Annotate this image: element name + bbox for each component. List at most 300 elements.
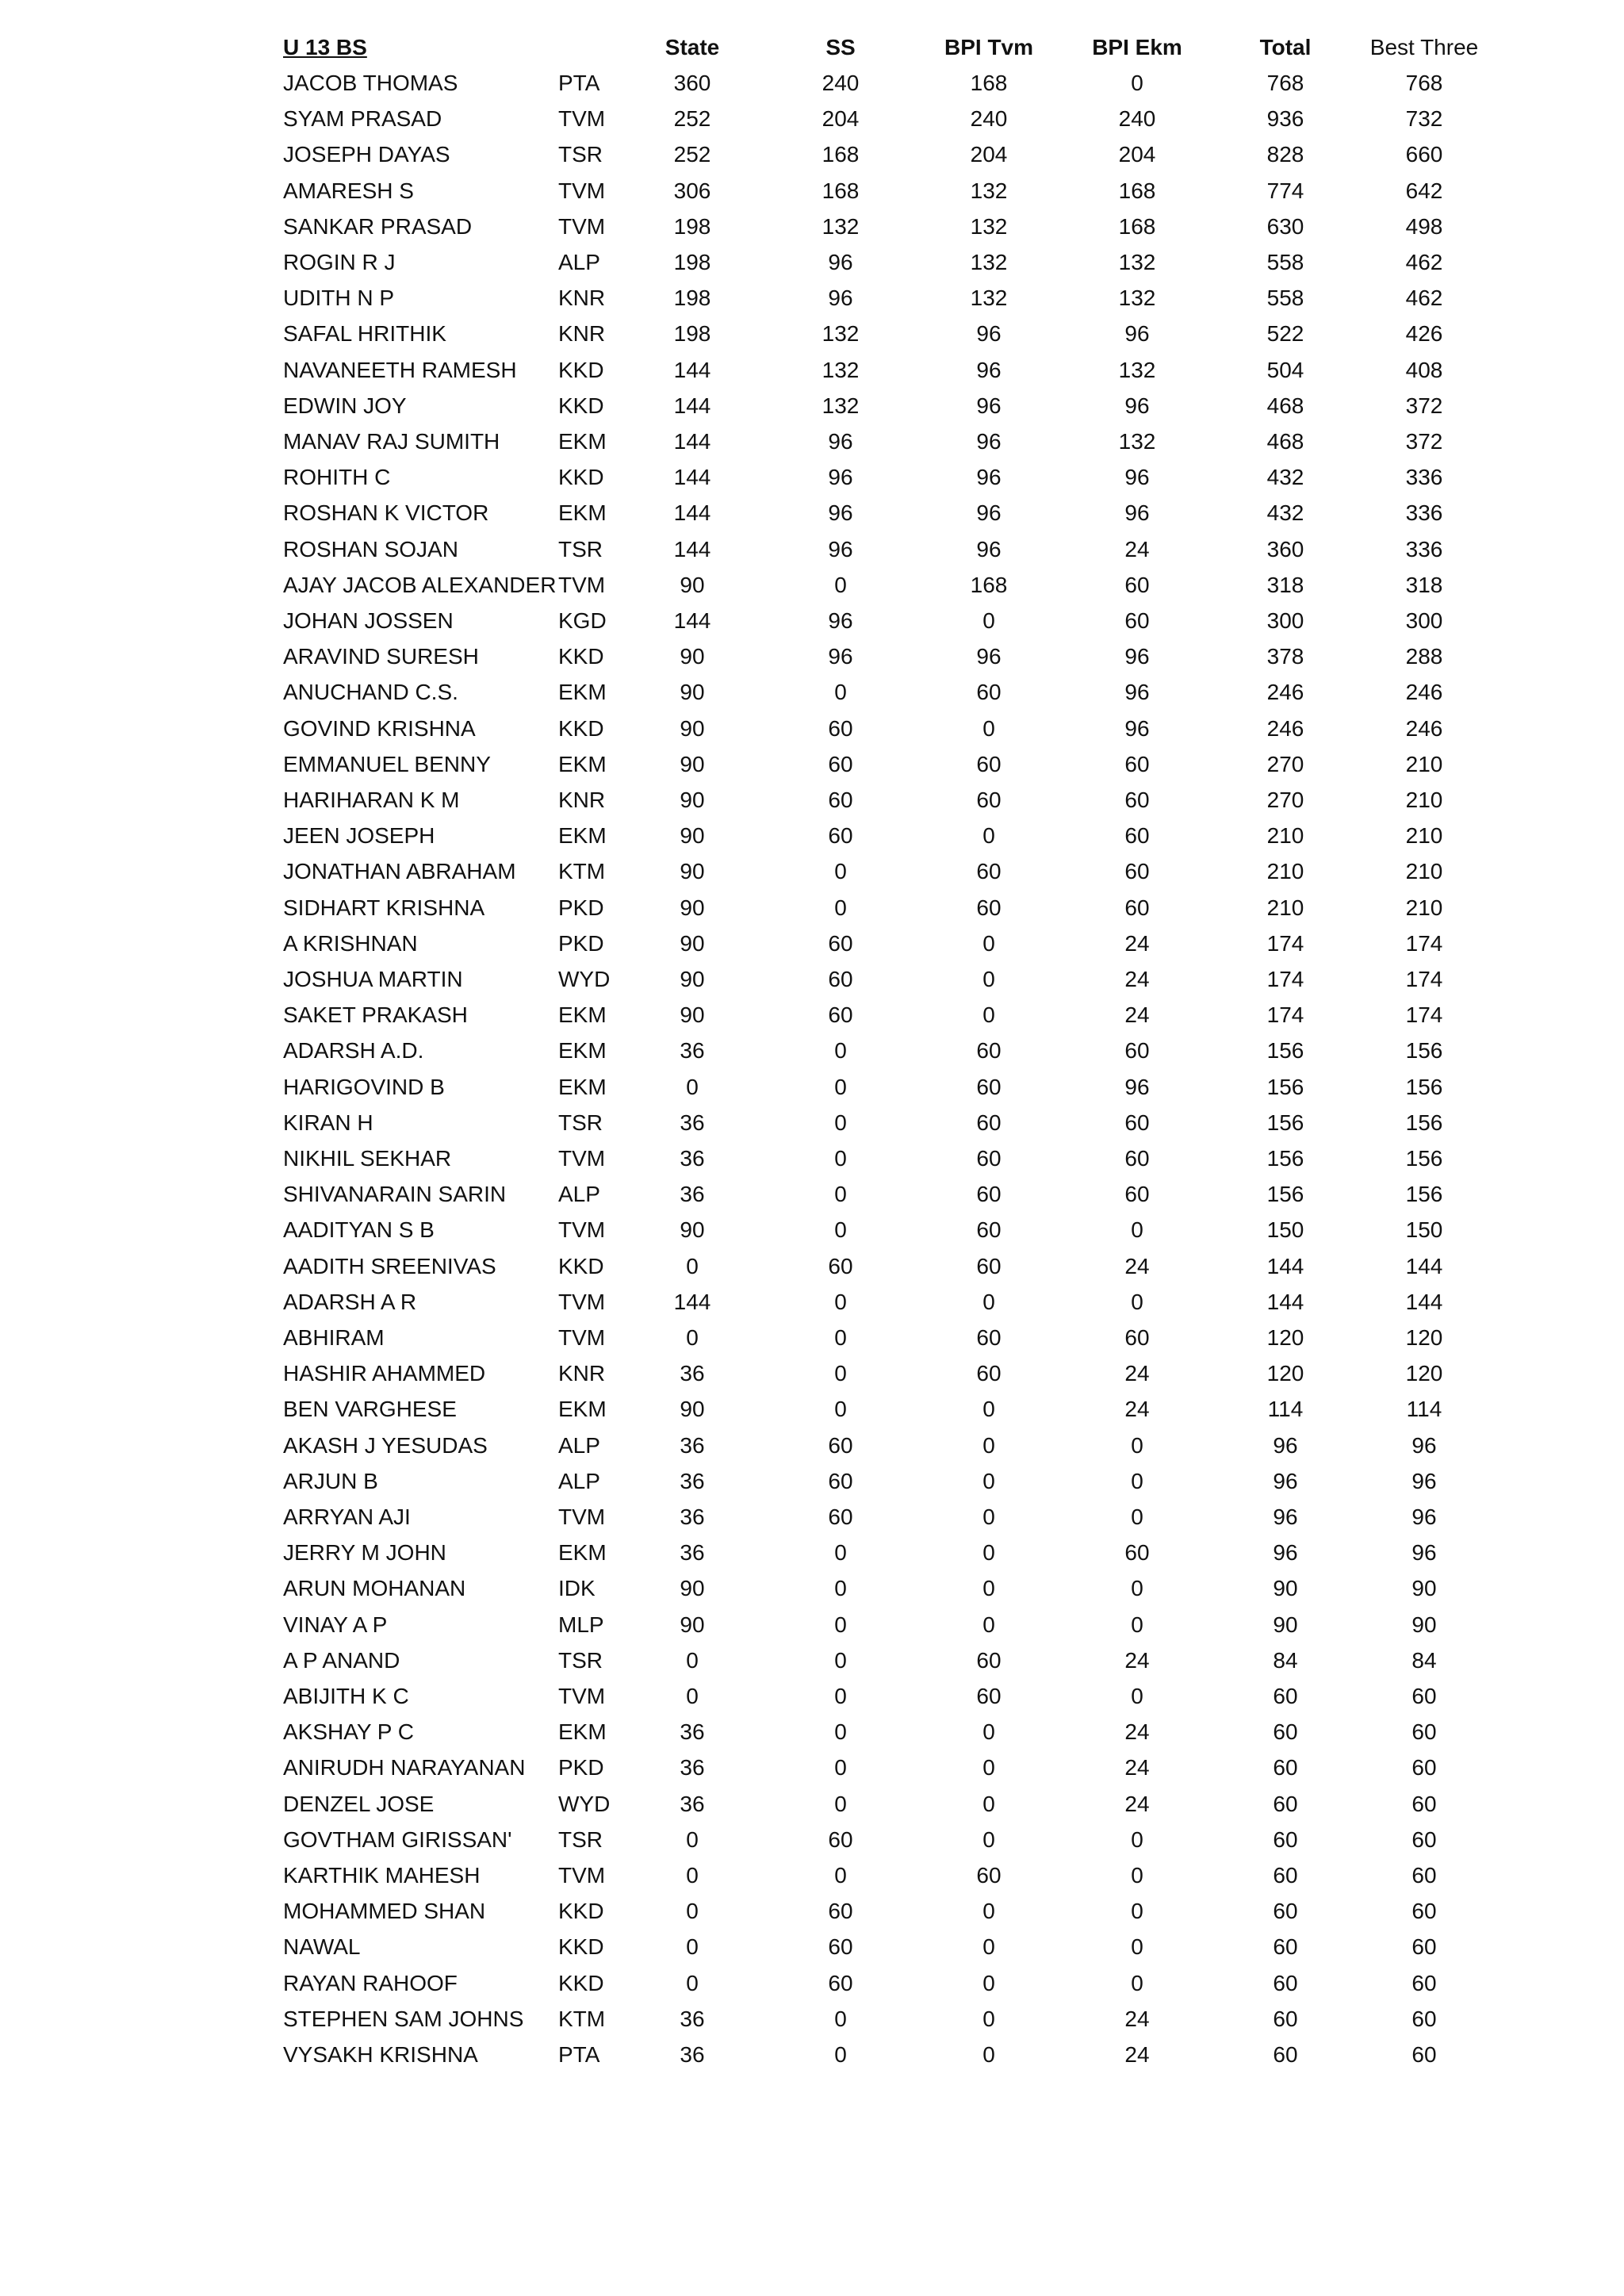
best-three-points: 210 xyxy=(1405,823,1443,849)
table-row xyxy=(0,1965,1624,2001)
bpi-tvm-points: 0 xyxy=(982,1289,995,1314)
table-row xyxy=(0,853,1624,889)
bpi-ekm-points: 24 xyxy=(1124,930,1150,956)
player-name: SANKAR PRASAD xyxy=(283,213,473,239)
bpi-ekm-points: 96 xyxy=(1124,393,1150,418)
bpi-tvm-points: 132 xyxy=(970,213,1008,239)
district-code: EKM xyxy=(558,823,607,849)
bpi-ekm-points: 24 xyxy=(1124,1361,1150,1386)
bpi-tvm-points: 168 xyxy=(970,572,1008,597)
total-points: 774 xyxy=(1266,178,1304,203)
best-three-points: 60 xyxy=(1411,1899,1437,1924)
ss-points: 0 xyxy=(834,1146,847,1171)
district-code: PKD xyxy=(558,930,604,956)
bpi-ekm-points: 0 xyxy=(1131,1684,1143,1708)
bpi-ekm-points: 0 xyxy=(1131,71,1143,95)
player-name: NIKHIL SEKHAR xyxy=(283,1146,452,1171)
best-three-points: 462 xyxy=(1405,250,1443,274)
district-code: KKD xyxy=(558,1934,604,1960)
column-header-bpi-tvm: BPI Tvm xyxy=(944,34,1034,59)
district-code: MLP xyxy=(558,1612,604,1637)
total-points: 96 xyxy=(1273,1432,1298,1458)
bpi-tvm-points: 60 xyxy=(976,680,1002,705)
table-row xyxy=(0,1714,1624,1750)
player-name: KARTHIK MAHESH xyxy=(283,1863,481,1888)
district-code: TSR xyxy=(558,1826,603,1852)
table-row xyxy=(0,1176,1624,1212)
player-name: ABIJITH K C xyxy=(283,1684,409,1708)
ss-points: 60 xyxy=(828,823,853,849)
state-points: 144 xyxy=(673,393,711,418)
bpi-tvm-points: 60 xyxy=(976,1146,1002,1171)
player-name: ROGIN R J xyxy=(283,250,396,274)
state-points: 144 xyxy=(673,500,711,526)
total-points: 768 xyxy=(1266,71,1304,95)
state-points: 198 xyxy=(673,213,711,239)
total-points: 60 xyxy=(1273,1755,1298,1780)
state-points: 36 xyxy=(680,2042,705,2067)
bpi-ekm-points: 24 xyxy=(1124,2006,1150,2031)
best-three-points: 120 xyxy=(1405,1361,1443,1386)
best-three-points: 60 xyxy=(1411,1719,1437,1745)
bpi-ekm-points: 60 xyxy=(1124,751,1150,776)
ss-points: 60 xyxy=(828,1002,853,1028)
best-three-points: 246 xyxy=(1405,715,1443,741)
bpi-tvm-points: 60 xyxy=(976,1863,1002,1888)
ss-points: 0 xyxy=(834,1791,847,1816)
bpi-tvm-points: 0 xyxy=(982,2042,995,2067)
bpi-tvm-points: 60 xyxy=(976,751,1002,776)
best-three-points: 372 xyxy=(1405,429,1443,454)
total-points: 60 xyxy=(1273,1934,1298,1960)
ss-points: 96 xyxy=(828,286,853,311)
bpi-ekm-points: 24 xyxy=(1124,1002,1150,1028)
bpi-tvm-points: 240 xyxy=(970,106,1008,132)
state-points: 36 xyxy=(680,1791,705,1816)
district-code: KKD xyxy=(558,465,604,490)
bpi-tvm-points: 60 xyxy=(976,1253,1002,1278)
state-points: 90 xyxy=(680,788,705,812)
state-points: 36 xyxy=(680,1432,705,1458)
district-code: ALP xyxy=(558,250,600,274)
total-points: 96 xyxy=(1273,1468,1298,1493)
table-row xyxy=(0,136,1624,172)
bpi-tvm-points: 0 xyxy=(982,1826,995,1852)
state-points: 90 xyxy=(680,680,705,705)
district-code: KTM xyxy=(558,859,606,884)
table-row xyxy=(0,1463,1624,1499)
bpi-tvm-points: 0 xyxy=(982,1612,995,1637)
player-name: ROHITH C xyxy=(283,465,391,490)
bpi-tvm-points: 0 xyxy=(982,1899,995,1924)
bpi-ekm-points: 204 xyxy=(1118,142,1156,167)
table-row xyxy=(0,459,1624,495)
bpi-tvm-points: 0 xyxy=(982,967,995,991)
total-points: 174 xyxy=(1266,967,1304,991)
table-row xyxy=(0,1428,1624,1463)
bpi-ekm-points: 240 xyxy=(1118,106,1156,132)
bpi-ekm-points: 24 xyxy=(1124,1719,1150,1745)
district-code: WYD xyxy=(558,1791,611,1816)
ss-points: 60 xyxy=(828,1970,853,1995)
ss-points: 132 xyxy=(822,321,860,347)
table-row xyxy=(0,495,1624,531)
state-points: 90 xyxy=(680,572,705,597)
bpi-ekm-points: 24 xyxy=(1124,967,1150,991)
total-points: 270 xyxy=(1266,788,1304,812)
bpi-ekm-points: 0 xyxy=(1131,1468,1143,1493)
district-code: KKD xyxy=(558,393,604,418)
table-row xyxy=(0,1786,1624,1822)
player-name: EMMANUEL BENNY xyxy=(283,751,491,776)
best-three-points: 96 xyxy=(1411,1540,1437,1566)
best-three-points: 642 xyxy=(1405,178,1443,203)
player-name: JOHAN JOSSEN xyxy=(283,608,454,633)
state-points: 252 xyxy=(673,142,711,167)
total-points: 60 xyxy=(1273,1684,1298,1708)
ss-points: 60 xyxy=(828,751,853,776)
bpi-ekm-points: 0 xyxy=(1131,1504,1143,1529)
best-three-points: 498 xyxy=(1405,213,1443,239)
district-code: KKD xyxy=(558,644,604,669)
best-three-points: 60 xyxy=(1411,1755,1437,1780)
best-three-points: 96 xyxy=(1411,1432,1437,1458)
bpi-tvm-points: 0 xyxy=(982,1719,995,1745)
district-code: KNR xyxy=(558,1361,606,1386)
bpi-tvm-points: 0 xyxy=(982,715,995,741)
bpi-tvm-points: 0 xyxy=(982,1540,995,1566)
bpi-tvm-points: 60 xyxy=(976,1647,1002,1673)
table-row xyxy=(0,1033,1624,1068)
state-points: 36 xyxy=(680,1468,705,1493)
bpi-tvm-points: 60 xyxy=(976,1038,1002,1064)
state-points: 0 xyxy=(686,1647,699,1673)
player-name: JOSHUA MARTIN xyxy=(283,967,463,991)
bpi-tvm-points: 0 xyxy=(982,1397,995,1422)
ss-points: 240 xyxy=(822,71,860,95)
state-points: 144 xyxy=(673,357,711,382)
best-three-points: 60 xyxy=(1411,2042,1437,2067)
table-row xyxy=(0,1069,1624,1105)
player-name: VYSAKH KRISHNA xyxy=(283,2042,478,2067)
district-code: TVM xyxy=(558,1504,606,1529)
best-three-points: 408 xyxy=(1405,357,1443,382)
player-name: ROSHAN SOJAN xyxy=(283,536,458,562)
ss-points: 0 xyxy=(834,1397,847,1422)
best-three-points: 336 xyxy=(1405,465,1443,490)
player-name: UDITH N P xyxy=(283,286,394,311)
player-name: GOVIND KRISHNA xyxy=(283,715,476,741)
total-points: 378 xyxy=(1266,644,1304,669)
best-three-points: 156 xyxy=(1405,1074,1443,1099)
ss-points: 0 xyxy=(834,1719,847,1745)
district-code: EKM xyxy=(558,680,607,705)
table-row xyxy=(0,1140,1624,1176)
total-points: 156 xyxy=(1266,1074,1304,1099)
district-code: EKM xyxy=(558,1719,607,1745)
bpi-ekm-points: 0 xyxy=(1131,1899,1143,1924)
player-name: JEEN JOSEPH xyxy=(283,823,435,849)
player-name: A P ANAND xyxy=(283,1647,400,1673)
total-points: 60 xyxy=(1273,1719,1298,1745)
state-points: 90 xyxy=(680,895,705,920)
bpi-tvm-points: 60 xyxy=(976,1110,1002,1135)
best-three-points: 114 xyxy=(1406,1397,1442,1422)
bpi-tvm-points: 0 xyxy=(982,1432,995,1458)
ss-points: 96 xyxy=(828,536,853,562)
bpi-tvm-points: 96 xyxy=(976,500,1002,526)
total-points: 144 xyxy=(1266,1253,1304,1278)
state-points: 90 xyxy=(680,1002,705,1028)
total-points: 84 xyxy=(1273,1647,1298,1673)
best-three-points: 336 xyxy=(1405,536,1443,562)
player-name: VINAY A P xyxy=(283,1612,388,1637)
ss-points: 60 xyxy=(828,715,853,741)
bpi-ekm-points: 96 xyxy=(1124,644,1150,669)
bpi-ekm-points: 0 xyxy=(1131,1289,1143,1314)
table-row xyxy=(0,746,1624,782)
best-three-points: 210 xyxy=(1405,859,1443,884)
table-row xyxy=(0,1857,1624,1893)
total-points: 432 xyxy=(1266,465,1304,490)
table-row xyxy=(0,926,1624,961)
player-name: AADITYAN S B xyxy=(283,1217,435,1243)
total-points: 828 xyxy=(1266,142,1304,167)
district-code: PKD xyxy=(558,895,604,920)
player-name: JERRY M JOHN xyxy=(283,1540,446,1566)
player-name: SHIVANARAIN SARIN xyxy=(283,1182,507,1207)
state-points: 36 xyxy=(680,1110,705,1135)
table-row xyxy=(0,1284,1624,1320)
best-three-points: 60 xyxy=(1411,2006,1437,2031)
bpi-tvm-points: 0 xyxy=(982,1791,995,1816)
table-row xyxy=(0,890,1624,926)
column-header-state: State xyxy=(665,34,720,59)
state-points: 144 xyxy=(673,429,711,454)
best-three-points: 156 xyxy=(1405,1146,1443,1171)
bpi-tvm-points: 96 xyxy=(976,465,1002,490)
ss-points: 132 xyxy=(822,393,860,418)
total-points: 150 xyxy=(1266,1217,1304,1243)
table-row xyxy=(0,244,1624,280)
bpi-tvm-points: 0 xyxy=(982,823,995,849)
bpi-tvm-points: 96 xyxy=(976,644,1002,669)
bpi-ekm-points: 60 xyxy=(1124,823,1150,849)
state-points: 252 xyxy=(673,106,711,132)
state-points: 0 xyxy=(686,1970,699,1995)
district-code: TVM xyxy=(558,1325,606,1350)
best-three-points: 84 xyxy=(1411,1647,1437,1673)
district-code: ALP xyxy=(558,1182,600,1207)
player-name: NAVANEETH RAMESH xyxy=(283,357,517,382)
total-points: 522 xyxy=(1266,321,1304,347)
district-code: PTA xyxy=(558,71,600,95)
table-row xyxy=(0,1607,1624,1642)
best-three-points: 60 xyxy=(1411,1934,1437,1960)
ss-points: 60 xyxy=(828,967,853,991)
player-name: ADARSH A R xyxy=(283,1289,417,1314)
table-row xyxy=(0,2037,1624,2072)
best-three-points: 462 xyxy=(1405,286,1443,311)
state-points: 90 xyxy=(680,1576,705,1601)
state-points: 36 xyxy=(680,1146,705,1171)
best-three-points: 210 xyxy=(1405,895,1443,920)
state-points: 90 xyxy=(680,644,705,669)
total-points: 120 xyxy=(1266,1325,1304,1350)
bpi-ekm-points: 60 xyxy=(1124,1146,1150,1171)
bpi-ekm-points: 0 xyxy=(1131,1863,1143,1888)
bpi-ekm-points: 60 xyxy=(1124,1325,1150,1350)
bpi-tvm-points: 0 xyxy=(982,1934,995,1960)
ss-points: 204 xyxy=(822,106,860,132)
total-points: 468 xyxy=(1266,393,1304,418)
bpi-tvm-points: 60 xyxy=(976,1361,1002,1386)
player-name: AADITH SREENIVAS xyxy=(283,1253,496,1278)
ss-points: 0 xyxy=(834,1325,847,1350)
total-points: 60 xyxy=(1273,1970,1298,1995)
ss-points: 0 xyxy=(834,1612,847,1637)
player-name: ARAVIND SURESH xyxy=(283,644,479,669)
best-three-points: 768 xyxy=(1405,71,1443,95)
best-three-points: 372 xyxy=(1405,393,1443,418)
district-code: PKD xyxy=(558,1755,604,1780)
bpi-tvm-points: 60 xyxy=(976,1074,1002,1099)
table-header xyxy=(0,29,1624,65)
player-name: SYAM PRASAD xyxy=(283,106,442,132)
bpi-tvm-points: 60 xyxy=(976,859,1002,884)
bpi-ekm-points: 0 xyxy=(1131,1432,1143,1458)
state-points: 90 xyxy=(680,1217,705,1243)
best-three-points: 150 xyxy=(1405,1217,1443,1243)
district-code: TVM xyxy=(558,213,606,239)
player-name: RAYAN RAHOOF xyxy=(283,1970,458,1995)
ss-points: 0 xyxy=(834,680,847,705)
bpi-ekm-points: 0 xyxy=(1131,1576,1143,1601)
bpi-ekm-points: 96 xyxy=(1124,465,1150,490)
player-name: JONATHAN ABRAHAM xyxy=(283,859,516,884)
total-points: 60 xyxy=(1273,1899,1298,1924)
column-header-best-three: Best Three xyxy=(1369,34,1479,59)
ss-points: 0 xyxy=(834,2042,847,2067)
total-points: 60 xyxy=(1273,2006,1298,2031)
bpi-ekm-points: 96 xyxy=(1124,1074,1150,1099)
total-points: 90 xyxy=(1273,1576,1298,1601)
state-points: 0 xyxy=(686,1253,699,1278)
bpi-ekm-points: 60 xyxy=(1124,1038,1150,1064)
player-name: NAWAL xyxy=(283,1934,361,1960)
player-name: JACOB THOMAS xyxy=(283,71,458,95)
table-row xyxy=(0,1355,1624,1391)
total-points: 210 xyxy=(1266,823,1304,849)
table-row xyxy=(0,1248,1624,1284)
bpi-ekm-points: 0 xyxy=(1131,1612,1143,1637)
district-code: KNR xyxy=(558,286,606,311)
total-points: 246 xyxy=(1266,715,1304,741)
player-name: HARIGOVIND B xyxy=(283,1074,445,1099)
district-code: EKM xyxy=(558,500,607,526)
district-code: ALP xyxy=(558,1432,600,1458)
best-three-points: 174 xyxy=(1405,930,1443,956)
district-code: TVM xyxy=(558,106,606,132)
table-row xyxy=(0,388,1624,424)
state-points: 0 xyxy=(686,1863,699,1888)
district-code: EKM xyxy=(558,429,607,454)
bpi-ekm-points: 132 xyxy=(1118,286,1156,311)
total-points: 318 xyxy=(1266,572,1304,597)
table-row xyxy=(0,1678,1624,1714)
state-points: 36 xyxy=(680,1038,705,1064)
best-three-points: 246 xyxy=(1405,680,1443,705)
player-name: MANAV RAJ SUMITH xyxy=(283,429,500,454)
table-row xyxy=(0,1212,1624,1248)
district-code: KNR xyxy=(558,321,606,347)
bpi-ekm-points: 0 xyxy=(1131,1970,1143,1995)
bpi-ekm-points: 0 xyxy=(1131,1934,1143,1960)
bpi-ekm-points: 24 xyxy=(1124,1647,1150,1673)
district-code: TVM xyxy=(558,178,606,203)
state-points: 36 xyxy=(680,1719,705,1745)
state-points: 90 xyxy=(680,823,705,849)
state-points: 198 xyxy=(673,286,711,311)
total-points: 210 xyxy=(1266,859,1304,884)
player-name: AKASH J YESUDAS xyxy=(283,1432,488,1458)
total-points: 558 xyxy=(1266,250,1304,274)
ss-points: 60 xyxy=(828,930,853,956)
ss-points: 0 xyxy=(834,2006,847,2031)
total-points: 936 xyxy=(1266,106,1304,132)
ss-points: 0 xyxy=(834,859,847,884)
bpi-tvm-points: 96 xyxy=(976,321,1002,347)
total-points: 270 xyxy=(1266,751,1304,776)
bpi-tvm-points: 132 xyxy=(970,250,1008,274)
total-points: 156 xyxy=(1266,1038,1304,1064)
best-three-points: 120 xyxy=(1405,1325,1443,1350)
state-points: 0 xyxy=(686,1684,699,1708)
bpi-ekm-points: 24 xyxy=(1124,536,1150,562)
ss-points: 0 xyxy=(834,1182,847,1207)
district-code: TVM xyxy=(558,1146,606,1171)
ss-points: 0 xyxy=(834,1217,847,1243)
best-three-points: 732 xyxy=(1405,106,1443,132)
player-name: AKSHAY P C xyxy=(283,1719,414,1745)
total-points: 60 xyxy=(1273,1863,1298,1888)
state-points: 198 xyxy=(673,250,711,274)
ss-points: 60 xyxy=(828,1468,853,1493)
state-points: 36 xyxy=(680,1182,705,1207)
ss-points: 60 xyxy=(828,1899,853,1924)
state-points: 0 xyxy=(686,1899,699,1924)
bpi-tvm-points: 60 xyxy=(976,1684,1002,1708)
best-three-points: 60 xyxy=(1411,1863,1437,1888)
player-name: ARRYAN AJI xyxy=(283,1504,411,1529)
ss-points: 0 xyxy=(834,572,847,597)
ss-points: 0 xyxy=(834,1110,847,1135)
table-row xyxy=(0,603,1624,638)
player-name: ANIRUDH NARAYANAN xyxy=(283,1755,526,1780)
bpi-ekm-points: 24 xyxy=(1124,1791,1150,1816)
player-name: HASHIR AHAMMED xyxy=(283,1361,486,1386)
bpi-ekm-points: 132 xyxy=(1118,357,1156,382)
column-header-ss: SS xyxy=(825,34,856,59)
table-row xyxy=(0,1105,1624,1140)
ss-points: 60 xyxy=(828,1826,853,1852)
district-code: KKD xyxy=(558,1970,604,1995)
district-code: KTM xyxy=(558,2006,606,2031)
table-row xyxy=(0,1391,1624,1427)
table-row xyxy=(0,1822,1624,1857)
player-name: SAFAL HRITHIK xyxy=(283,321,446,347)
district-code: TVM xyxy=(558,1684,606,1708)
